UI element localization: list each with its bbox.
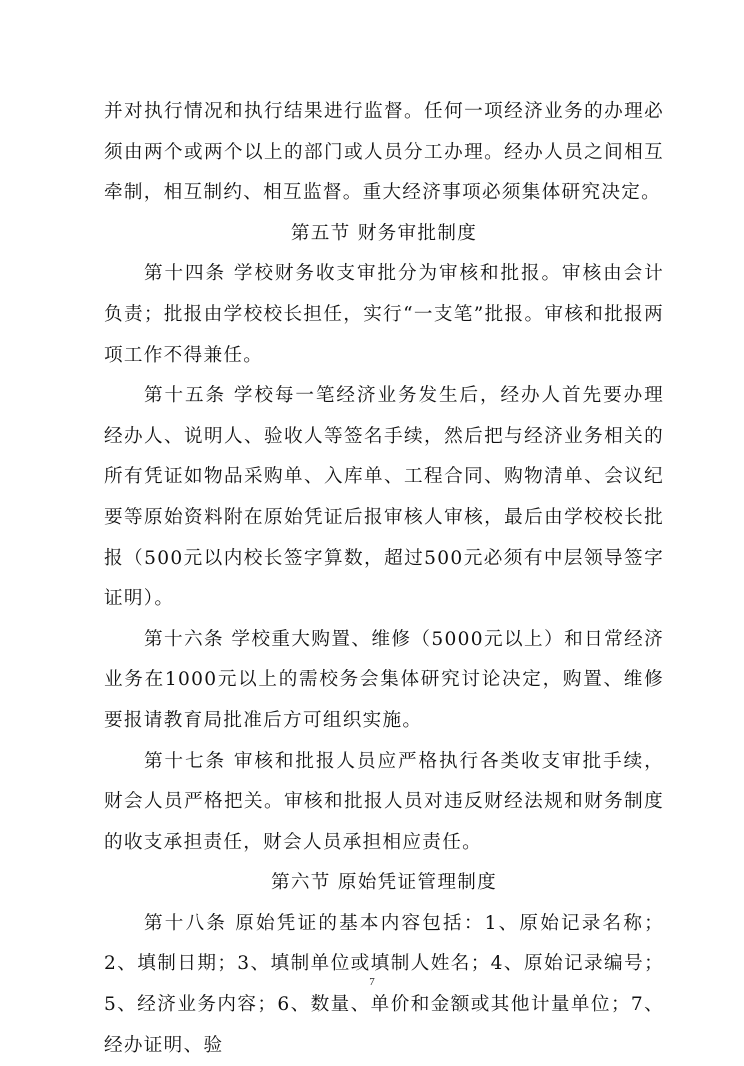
document-body [104,92,664,1066]
article-17: 第十七条 审核和批报人员应严格执行各类收支审批手续，财会人员严格把关。审核和批报人员对违反财经法规和财务制度的收支承担责任，财会人员承担相应责任。 [104,750,664,853]
page-number: 7 [369,976,375,988]
article-18: 第十八条 原始凭证的基本内容包括：1、原始记录名称；2、填制日期；3、填制单位或填制人姓名；4、原始记录编号；5、经济业务内容；6、数量、单价和金额或其他计量单位；7、经办证明、验 [104,912,664,1056]
section-heading-5: 第五节 财务审批制度 [290,222,478,244]
article-15: 第十五条 学校每一笔经济业务发生后，经办人首先要办理经办人、说明人、验收人等签名手续，然后把与经济业务相关的所有凭证如物品采购单、入库单、工程合同、购物清单、会议纪要等原始资料附在原始凭证后报审核人审核，最后由学校校长批报（500元以内校长签字算数，超过500元必须有中层领导签字证明）。 [104,385,664,610]
article-16: 第十六条 学校重大购置、维修（5000元以上）和日常经济业务在1000元以上的需校务会集体研究讨论决定，购置、维修要报请教育局批准后方可组织实施。 [104,628,664,731]
article-14: 第十四条 学校财务收支审批分为审核和批报。审核由会计负责；批报由学校校长担任，实行“一支笔”批报。审核和批报两项工作不得兼任。 [104,263,664,366]
section-heading-6: 第六节 原始凭证管理制度 [270,872,498,894]
paragraph-continuation: 并对执行情况和执行结果进行监督。任何一项经济业务的办理必须由两个或两个以上的部门或人员分工办理。经办人员之间相互牵制，相互制约、相互监督。重大经济事项必须集体研究决定。 [104,101,664,204]
